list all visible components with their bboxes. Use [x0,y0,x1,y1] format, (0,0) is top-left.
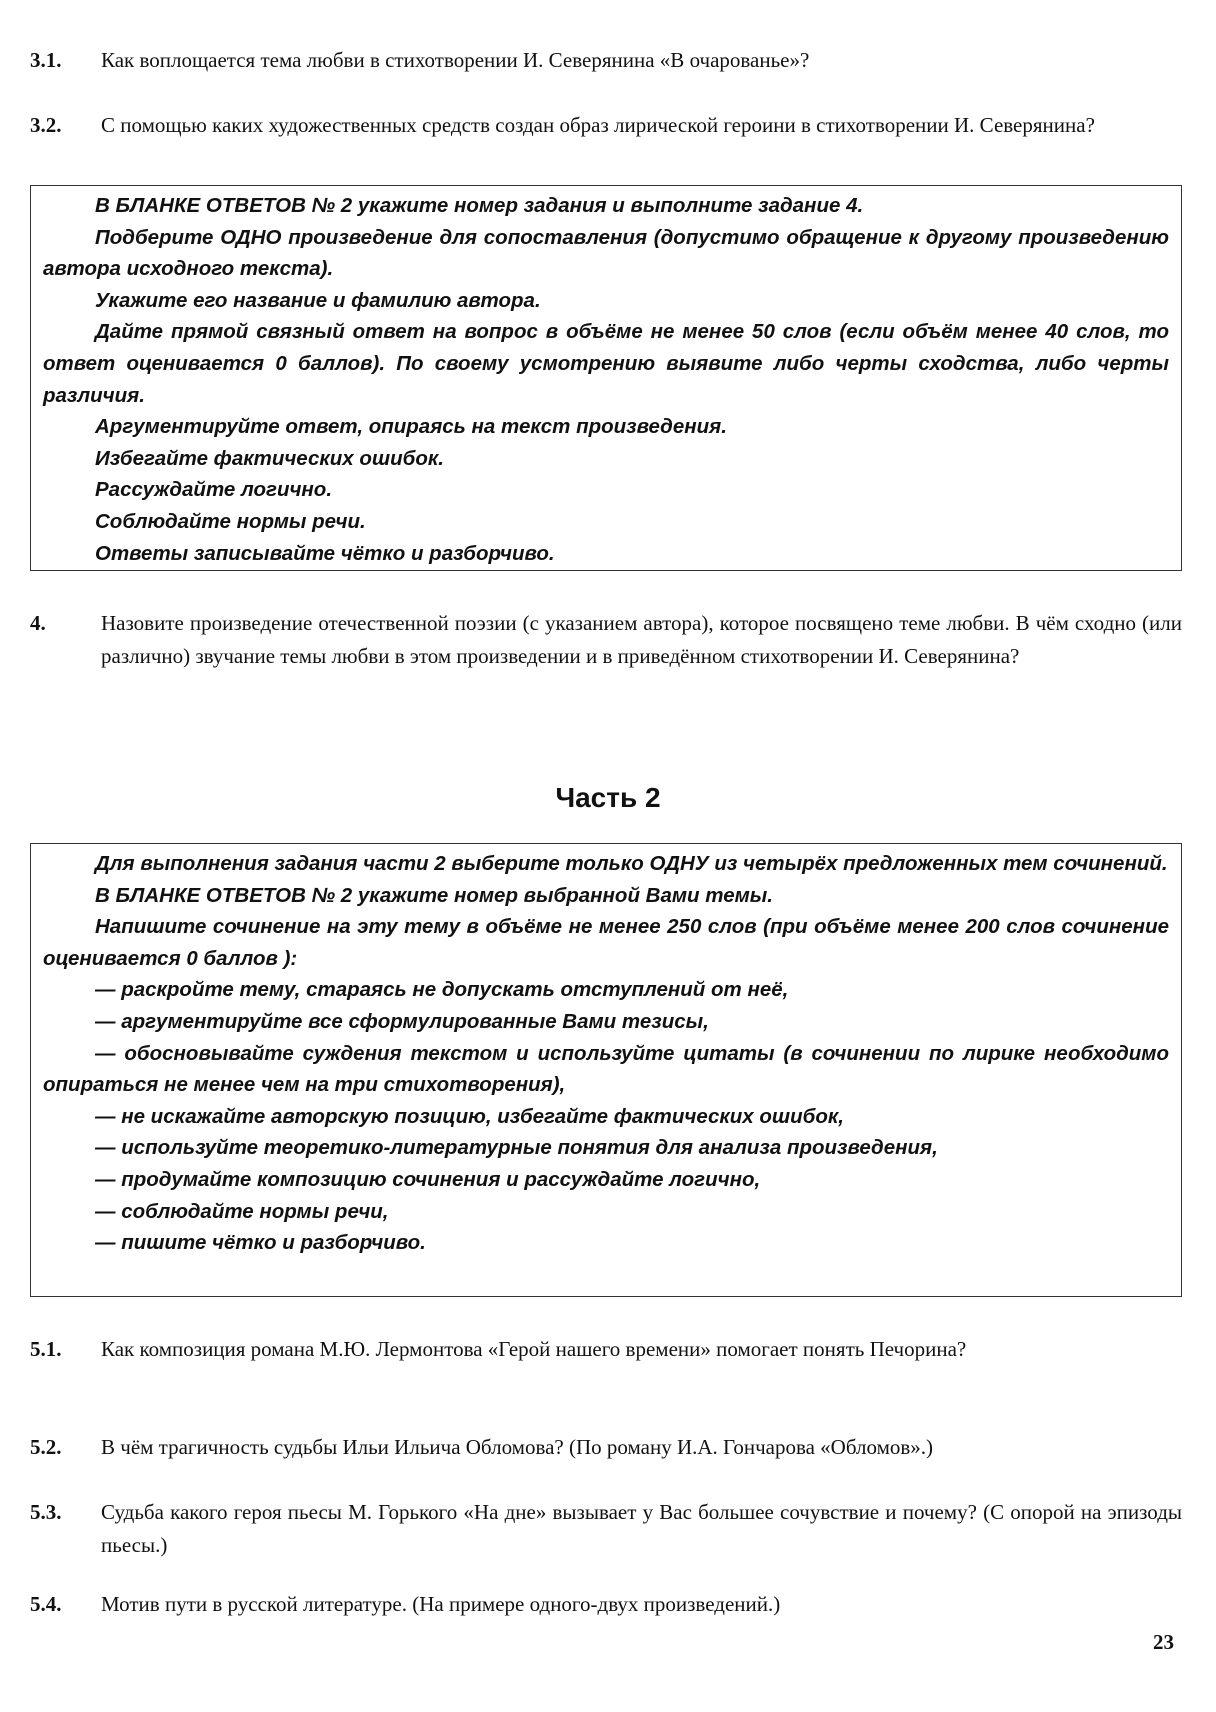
instruction-line: Укажите его название и фамилию автора. [95,288,541,312]
instruction-line: Соблюдайте нормы речи. [95,509,366,533]
instruction-line: — используйте теоретико-литературные понятия для анализа произведения, [95,1136,938,1160]
question-5-3: 5.3. Судьба какого героя пьесы М. Горького «На дне» вызывает у Вас большее сочувствие и почему? (С опорой на эпизоды пьесы.) [30,1500,1182,1557]
instruction-line: Дайте прямой связный ответ на вопрос в объёме не менее 50 слов (если объём менее 40 слов, то ответ оценивается 0 баллов). По своему усмотрению выявите либо черты сходства, либо черты различия. [43,320,1169,407]
instruction-line: В БЛАНКЕ ОТВЕТОВ № 2 укажите номер выбранной Вами темы. [95,883,773,907]
page-number: 23 [1153,1630,1174,1654]
instructions-box-part2 [30,843,1182,1297]
instruction-line: — соблюдайте нормы речи, [95,1199,389,1223]
instruction-line: — аргументируйте все сформулированные Вами тезисы, [95,1009,709,1033]
instructions-box-task4 [30,185,1182,571]
question-3-2: 3.2. С помощью каких художественных средств создан образ лирической героини в стихотворении И. Северянина? [30,113,1095,137]
question-5-1: 5.1. Как композиция романа М.Ю. Лермонтова «Герой нашего времени» помогает понять Печорина? [30,1337,967,1361]
instruction-line: Напишите сочинение на эту тему в объёме не менее 250 слов (при объёме менее 200 слов сочинение оценивается 0 баллов ): [43,915,1169,970]
instruction-line: — раскройте тему, стараясь не допускать отступлений от неё, [95,978,789,1002]
question-4: 4. Назовите произведение отечественной поэзии (с указанием автора), которое посвящено теме любви. В чём сходно (или различно) звучание темы любви в этом произведении и в приведённом стихотворении И. Северянина? [30,611,1182,668]
instruction-line: Аргументируйте ответ, опираясь на текст произведения. [95,415,727,439]
instruction-line: — обосновывайте суждения текстом и используйте цитаты (в сочинении по лирике необходимо опираться не менее чем на три стихотворения), [43,1041,1169,1097]
instruction-line: — пишите чётко и разборчиво. [95,1231,426,1255]
instruction-line: — продумайте композицию сочинения и рассуждайте логично, [95,1167,761,1191]
question-5-4: 5.4. Мотив пути в русской литературе. (На примере одного-двух произведений.) [30,1592,781,1616]
question-5-2: 5.2. В чём трагичность судьбы Ильи Ильича Обломова? (По роману И.А. Гончарова «Обломов».) [30,1435,934,1459]
instruction-line: Подберите ОДНО произведение для сопоставления (допустимо обращение к другому произведению автора исходного текста). [43,225,1169,281]
instruction-line: Ответы записывайте чётко и разборчиво. [95,541,555,565]
instruction-line: В БЛАНКЕ ОТВЕТОВ № 2 укажите номер задания и выполните задание 4. [95,194,864,217]
instruction-line: Рассуждайте логично. [95,478,333,502]
instruction-line: Избегайте фактических ошибок. [95,446,444,470]
part-2-heading: Часть 2 [555,782,661,813]
question-3-1: 3.1. Как воплощается тема любви в стихотворении И. Северянина «В очарованье»? [30,48,810,72]
instruction-line: Для выполнения задания части 2 выберите только ОДНУ из четырёх предложенных тем сочинений. [95,852,1168,875]
instruction-line: — не искажайте авторскую позицию, избегайте фактических ошибок, [95,1104,844,1128]
